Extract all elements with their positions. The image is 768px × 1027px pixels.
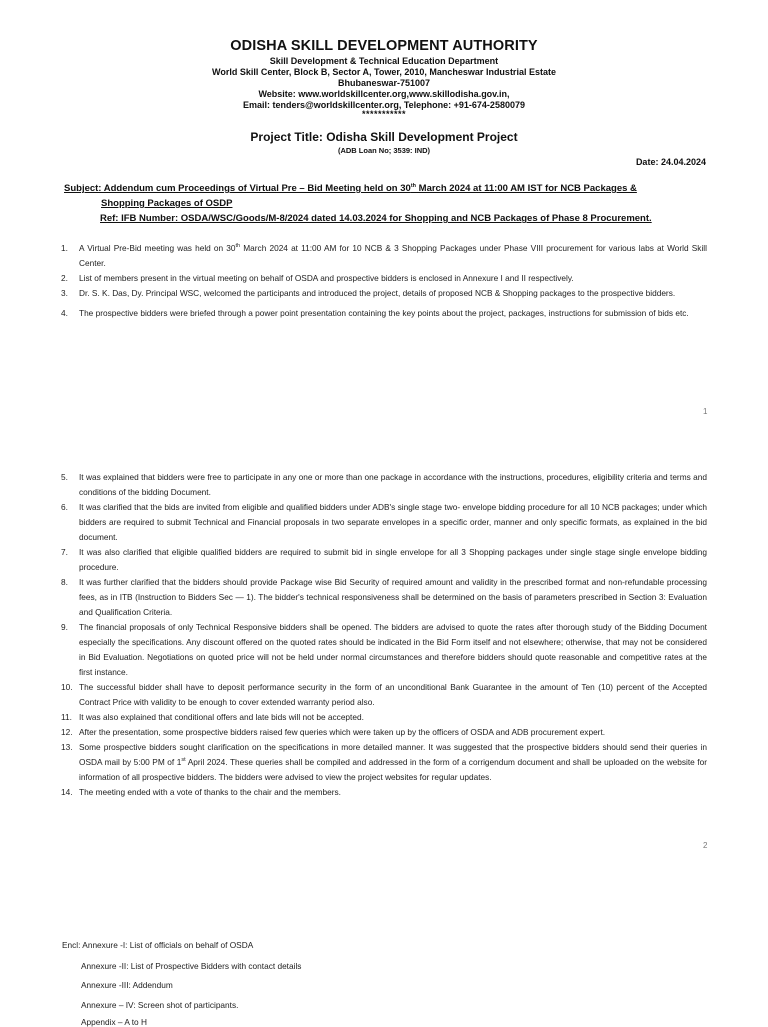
page1-list [62, 241, 707, 321]
reference-line: Ref: IFB Number: OSDA/WSC/Goods/M-8/2024 dated 14.03.2024 for Shopping and NCB Packages of Phase 8 Procurement. [100, 213, 652, 224]
contact-line: Email: tenders@worldskillcenter.org, Telephone: +91-674-2580079 [243, 100, 525, 110]
authority-title: ODISHA SKILL DEVELOPMENT AUTHORITY [230, 38, 538, 54]
list-item: 8. It was further clarified that the bidders should provide Package wise Bid Security of required amount and validity in the prescribed format and non-refundable processing fees, as in ITB (Instruction to Bidders Sec — 1). The bidder's technical responsiveness shall be determined on the basis of parameters prescribed in Section 3: Evaluation and Qualification Criteria. [61, 577, 707, 617]
list-item: 10. The successful bidder shall have to deposit performance security in the form of an unconditional Bank Guarantee in the amount of Ten (10) percent of the Accepted Contract Price with validity to be enough to cover extended warranty period also. [61, 682, 707, 707]
address-line: World Skill Center, Block B, Sector A, Tower, 2010, Mancheswar Industrial Estate [212, 67, 556, 77]
list-item: 14. The meeting ended with a vote of thanks to the chair and the members. [61, 787, 341, 797]
list-item: 13. Some prospective bidders sought clarification on the specifications in more detailed manner. It was suggested that the prospective bidders should send their queries in OSDA mail by 5:00 PM of 1st April 2024. These queries shall be compiled and addressed in the form of a corrigendum document and shall be uploaded on the website for information of all prospective bidders. The bidders were advised to view the project websites for regular updates. [61, 742, 707, 782]
city-line: Bhubaneswar-751007 [337, 78, 431, 88]
list-item: 11. It was also explained that conditional offers and late bids will not be accepted. [61, 712, 364, 722]
list-item: 2. List of members present in the virtual meeting on behalf of OSDA and prospective bidders is enclosed in Annexure I and II respectively. [61, 273, 574, 283]
page2-list [62, 470, 707, 800]
enclosure-line: Annexure -II: List of Prospective Bidders with contact details [81, 961, 302, 971]
enclosure-line: Annexure – IV: Screen shot of participants. [81, 1000, 239, 1010]
page-number: 1 [703, 407, 708, 416]
project-title: Project Title: Odisha Skill Development Project [250, 130, 518, 144]
list-item: 5. It was explained that bidders were free to participate in any one or more than one package in accordance with the instructions, procedures, eligibility criteria and terms and conditions of the bidding Document. [61, 472, 707, 497]
subject-sup: th [410, 182, 417, 189]
subject-line-2: Shopping Packages of OSDP [101, 198, 233, 209]
department-line: Skill Development & Technical Education Department [269, 56, 499, 66]
enclosure-line: Appendix – A to H [81, 1017, 147, 1027]
list-item: 7. It was also clarified that eligible qualified bidders are required to submit bid in single envelope for all 3 Shopping packages under single stage single envelope bidding procedure. [61, 547, 707, 572]
enclosure-line: Annexure -III: Addendum [81, 980, 173, 990]
list-item: 6. It was clarified that the bids are invited from eligible and qualified bidders under ADB's single stage two- envelope bidding procedure for all 10 NCB packages; under which bidders are required to submit Technical and Financial proposals in two separate envelopes in a specific order, manner and only specific formats, as explained in the bid document. [61, 502, 707, 542]
website-line: Website: www.worldskillcenter.org,www.skillodisha.gov.in, [258, 89, 510, 99]
document-date: Date: 24.04.2024 [635, 157, 706, 167]
list-item: 3. Dr. S. K. Das, Dy. Principal WSC, welcomed the participants and introduced the project, details of proposed NCB & Shopping packages to the prospective bidders. [61, 288, 676, 298]
list-item: 4. The prospective bidders were briefed through a power point presentation containing the key points about the project, packages, instructions for submission of bids etc. [61, 308, 689, 318]
subject-line [64, 181, 724, 211]
loan-number: (ADB Loan No; 3539: IND) [337, 146, 431, 155]
list-item: 12. After the presentation, some prospective bidders raised few queries which were taken up by the officers of OSDA and ADB procurement expert. [61, 727, 606, 737]
list-item: 1. A Virtual Pre-Bid meeting was held on 30th March 2024 at 11:00 AM for 10 NCB & 3 Shopping Packages under Phase VIII procurement for various labs at World Skill Center. [61, 243, 707, 268]
page-number: 2 [703, 841, 708, 850]
subject-text-b: March 2024 at 11:00 AM IST for NCB Packages & [416, 183, 637, 194]
enclosure-line: Encl: Annexure -I: List of officials on behalf of OSDA [62, 940, 254, 950]
separator-stars: *********** [361, 109, 407, 119]
subject-text-a: Subject: Addendum cum Proceedings of Virtual Pre – Bid Meeting held on 30 [64, 183, 411, 194]
list-item: 9. The financial proposals of only Technical Responsive bidders shall be opened. The bidders are advised to quote the rates after thorough study of the Bidding Document especially the specifications. Any discount offered on the quoted rates should be indicated in the Bid Form itself and not elsewhere; otherwise, that may not be considered in Bid Evaluation. Negotiations on quoted price will not be held under normal circumstances and therefore bidders should quote reasonable and competitive rates at the first instance. [61, 622, 707, 677]
